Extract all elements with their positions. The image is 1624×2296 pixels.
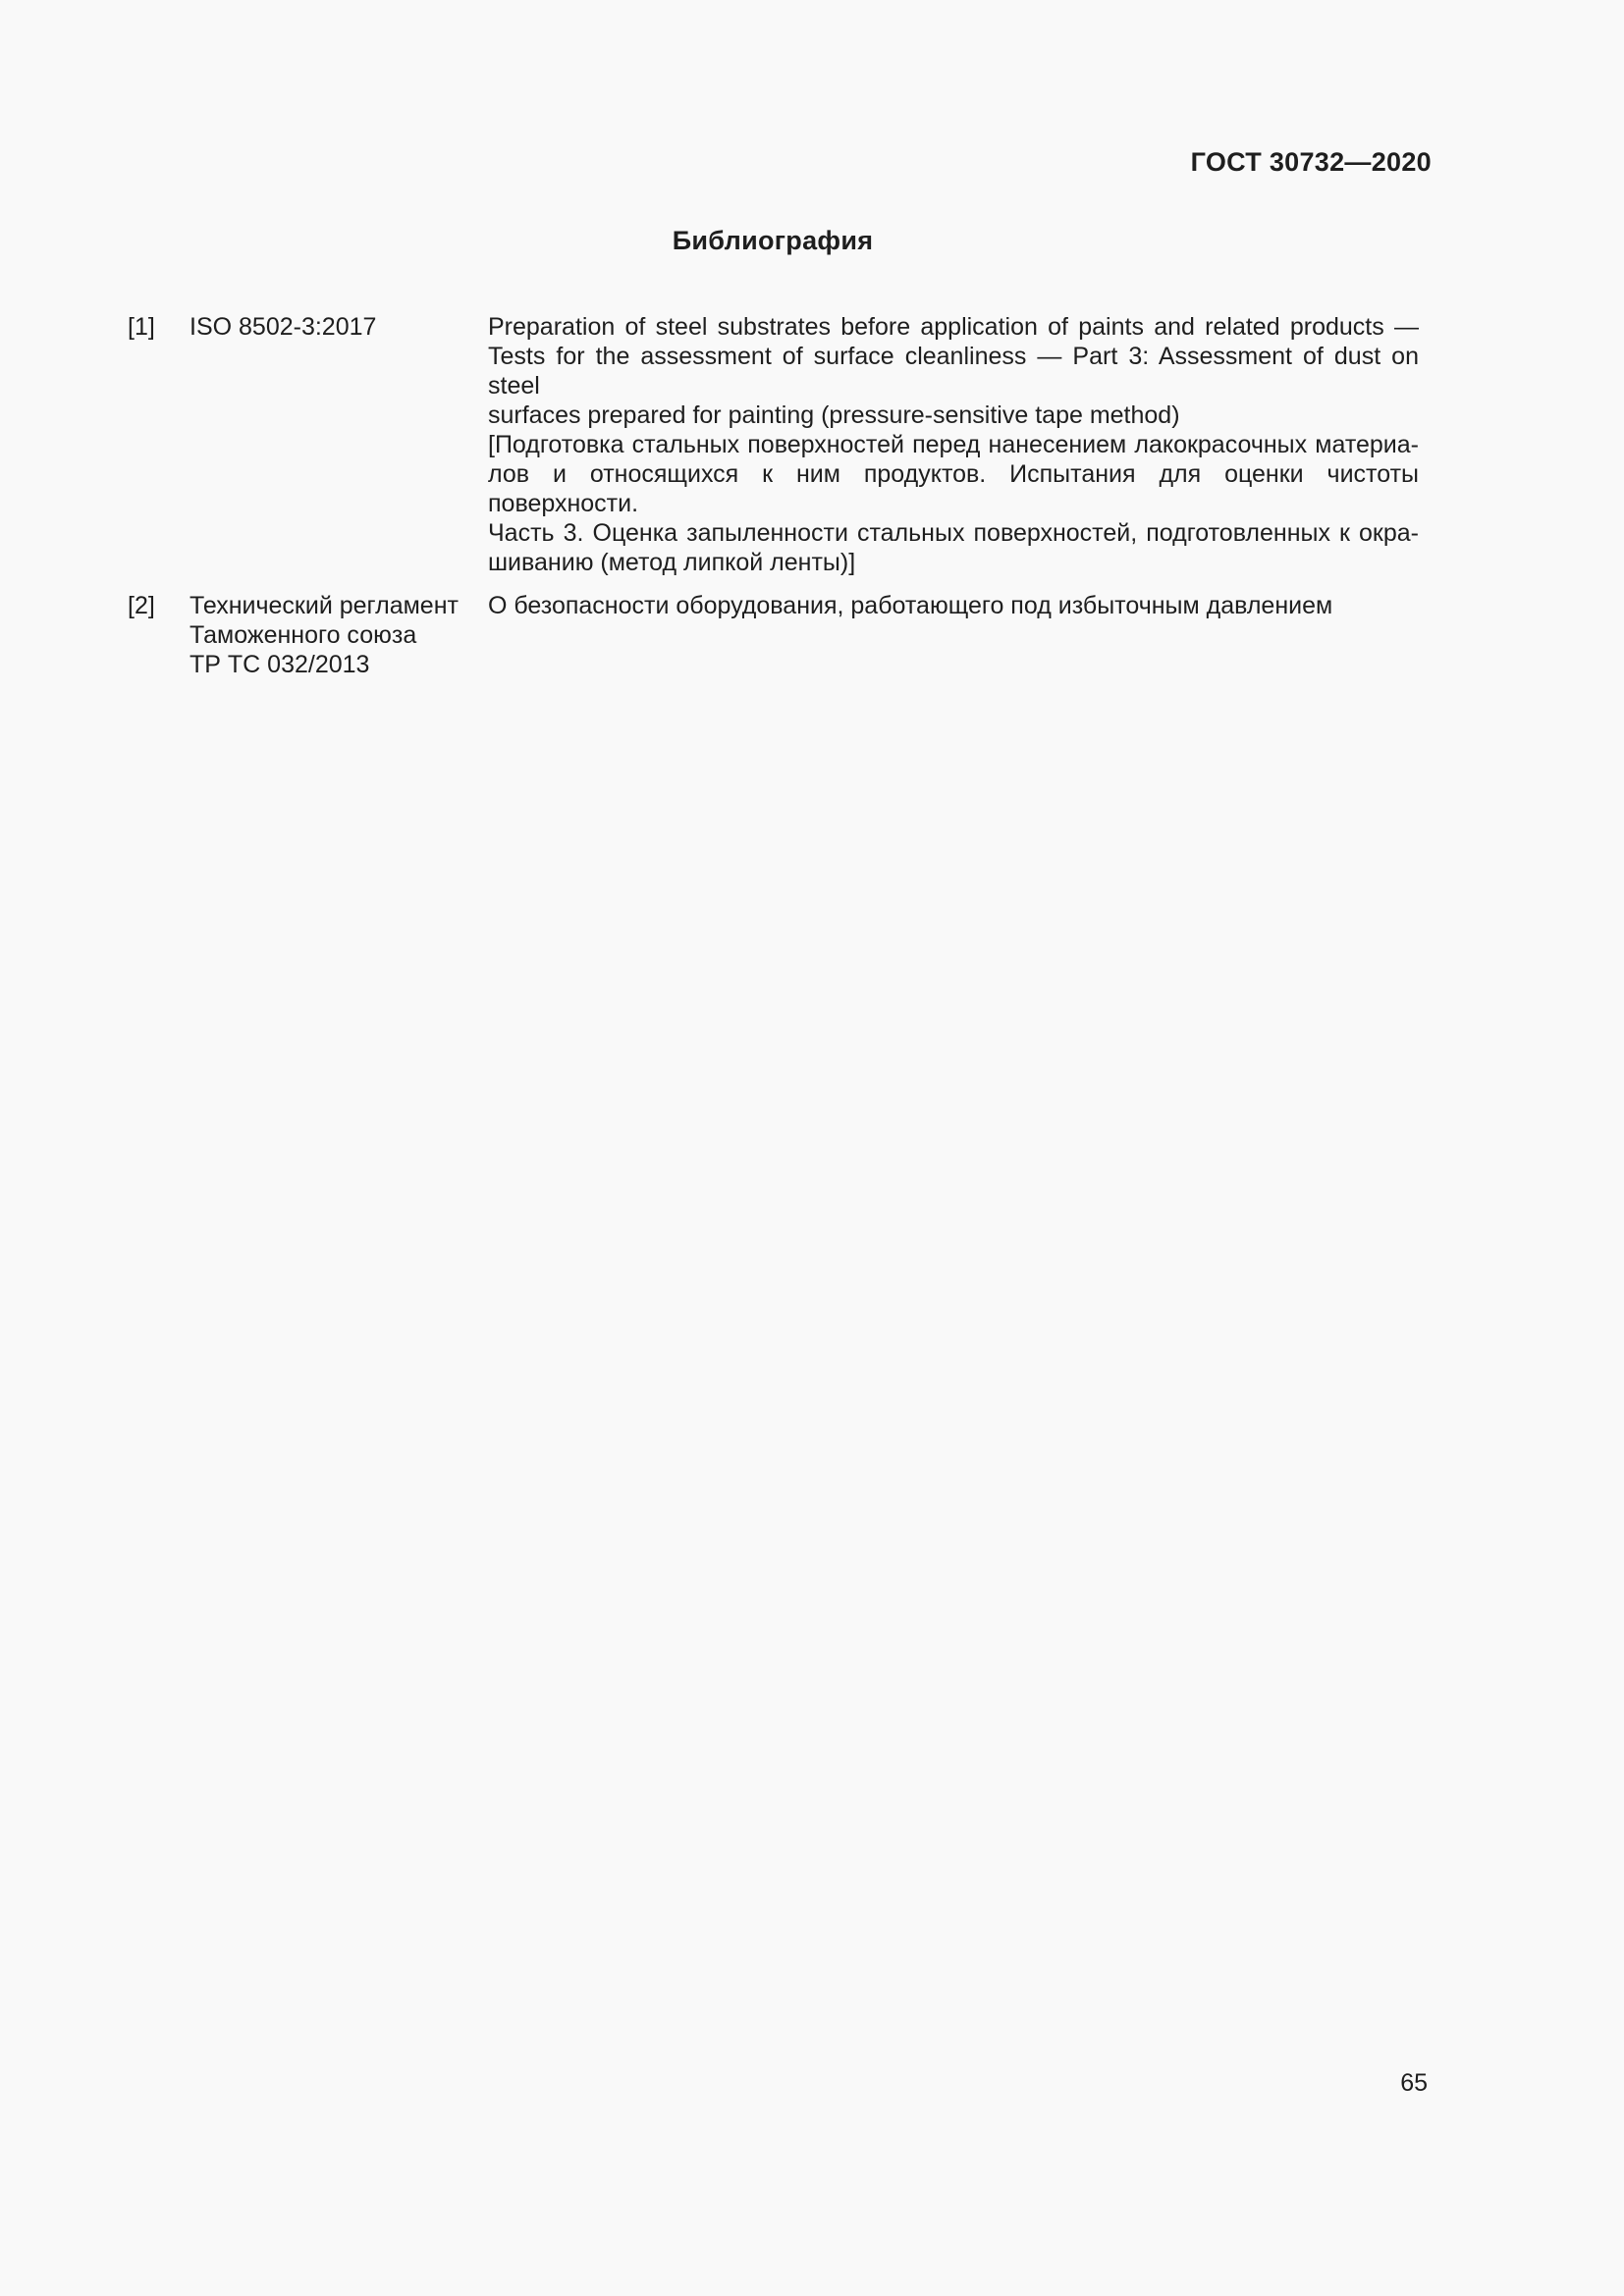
reference-line: ТР ТС 032/2013 [189,651,370,678]
section-title: Библиография [672,226,874,255]
title-line: О безопасности оборудования, работающего под избыточным давлением [488,592,1333,619]
reference-line: Технический регламент [189,592,459,619]
entry-number: [2] [128,592,155,619]
document-code: ГОСТ 30732—2020 [1190,147,1432,177]
title-line: surfaces prepared for painting (pressure-sensitive tape method) [488,401,1180,429]
title-line: Часть 3. Оценка запыленности стальных поверхностей, подготовленных к окра- [488,519,1419,547]
title-line: Tests for the assessment of surface cleanliness — Part 3: Assessment of dust on steel [488,343,1419,400]
bibliography-entry [128,591,1419,679]
title-line: лов и относящихся к ним продуктов. Испытания для оценки чистоты поверхности. [488,460,1419,517]
bibliography-list [128,312,1419,693]
title-line: шиванию (метод липкой ленты)] [488,549,856,576]
title-line: Preparation of steel substrates before application of paints and related products — [488,313,1419,341]
bibliography-entry [128,312,1419,577]
entry-title [488,312,1419,577]
title-line: [Подготовка стальных поверхностей перед нанесением лакокрасочных материа- [488,431,1419,458]
entry-reference [189,312,488,342]
reference-line: Таможенного союза [189,621,417,649]
page-number: 65 [1400,2069,1428,2097]
entry-number: [1] [128,313,155,341]
entry-title [488,591,1419,620]
entry-reference [189,591,488,679]
reference-line: ISO 8502-3:2017 [189,313,377,341]
